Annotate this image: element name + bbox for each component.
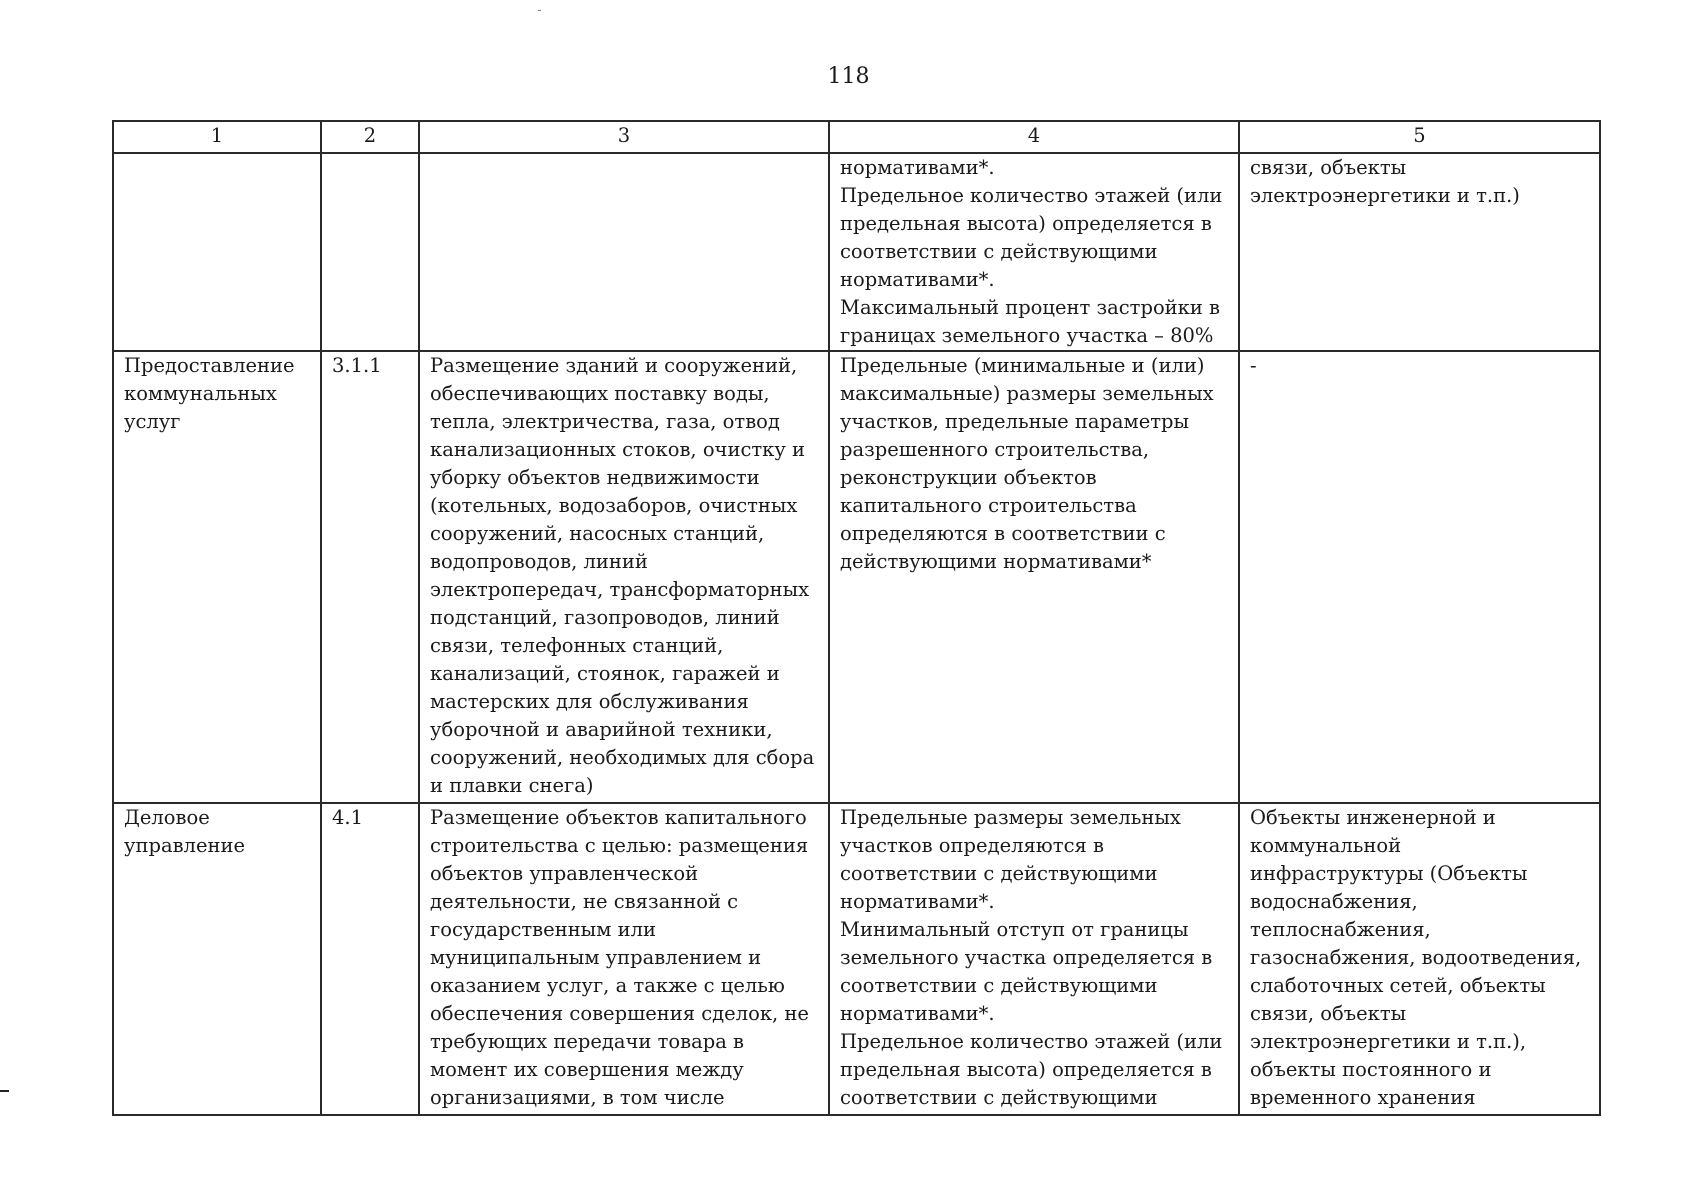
permitted-objects-cell: Объекты инженерной и коммунальной инфраструктуры (Объекты водоснабжения, теплоснабжения, газоснабжения, водоотведения, слаботочных сетей, объекты связи, объекты электроэнергетики и т.п.), объекты постоянного и временного хранения [1239,803,1600,1115]
zoning-table [112,120,1601,1116]
use-description-cell: Размещение зданий и сооружений, обеспечивающих поставку воды, тепла, электричества, газа, отвод канализационных стоков, очистку и уборку объектов недвижимости (котельных, водозаборов, очистных сооружений, насосных станций, водопроводов, линий электропередач, трансформаторных подстанций, газопроводов, линий связи, телефонных станций, канализаций, стоянок, гаражей и мастерских для обслуживания уборочной и аварийной техники, сооружений, необходимых для сбора и плавки снега) [419,351,829,803]
use-description-cell: Размещение объектов капитального строительства с целью: размещения объектов управленческой деятельности, не связанной с государственным или муниципальным управлением и оказанием услуг, а также с целью обеспечения совершения сделок, не требующих передачи товара в момент их совершения между организациями, в том числе [419,803,829,1115]
permitted-objects-cell: связи, объекты электроэнергетики и т.п.) [1239,153,1600,351]
column-header-5: 5 [1239,121,1600,153]
parameters-cell: нормативами*. Предельное количество этажей (или предельная высота) определяется в соответствии с действующими нормативами*. Максимальный процент застройки в границах земельного участка – 80% [829,153,1239,351]
use-name-cell [113,153,321,351]
use-code-cell: 4.1 [321,803,419,1115]
use-code-cell: 3.1.1 [321,351,419,803]
permitted-objects-cell: - [1239,351,1600,803]
parameters-cell: Предельные (минимальные и (или) максимальные) размеры земельных участков, предельные параметры разрешенного строительства, реконструкции объектов капитального строительства определяются в соответствии с действующими нормативами* [829,351,1239,803]
use-name-cell: Предоставление коммунальных услуг [113,351,321,803]
column-header-1: 1 [113,121,321,153]
column-header-4: 4 [829,121,1239,153]
margin-dash [0,1090,9,1092]
scan-mark [538,10,541,11]
use-description-cell [419,153,829,351]
parameters-cell: Предельные размеры земельных участков определяются в соответствии с действующими нормативами*. Минимальный отступ от границы земельного участка определяется в соответствии с действующими нормативами*. Предельное количество этажей (или предельная высота) определяется в соответствии с действующими [829,803,1239,1115]
page-number: 118 [827,64,870,89]
header-row [113,121,1600,153]
use-code-cell [321,153,419,351]
table-row [113,803,1600,1115]
use-name-cell: Деловое управление [113,803,321,1115]
table-row [113,351,1600,803]
column-header-3: 3 [419,121,829,153]
column-header-2: 2 [321,121,419,153]
table-row [113,153,1600,351]
